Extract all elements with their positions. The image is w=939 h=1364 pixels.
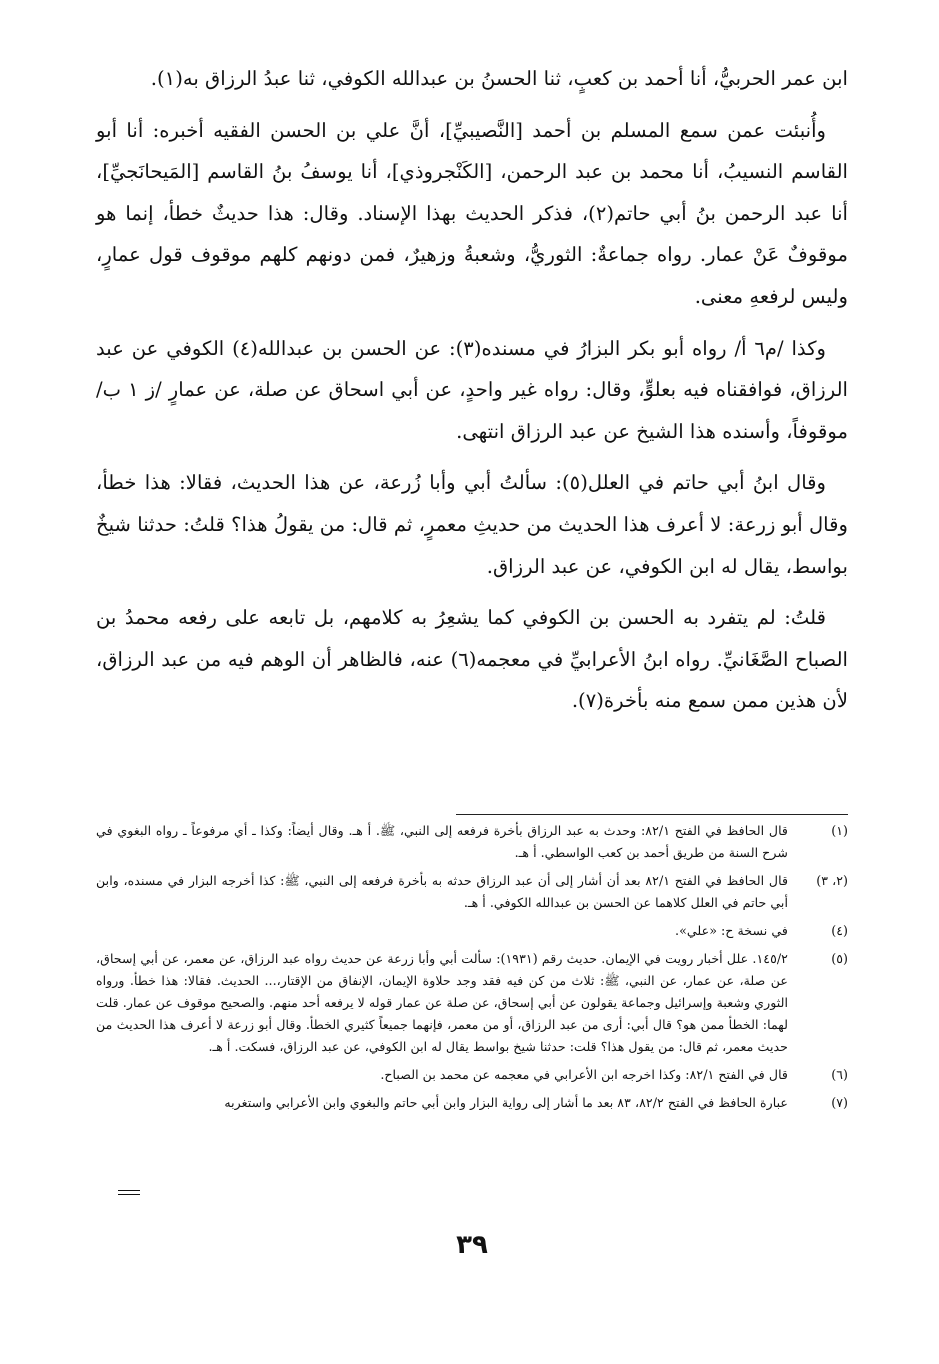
footnote-number: (٧) (831, 1095, 848, 1110)
footnote-number: (١) (831, 823, 848, 838)
book-page (96, 58, 848, 1328)
footnote-number: (٦) (831, 1067, 848, 1082)
paragraph: ابن عمر الحربيُّ، أنا أحمد بن كعبٍ، ثنا الحسنُ بن عبدالله الكوفي، ثنا عبدُ الرزاق به(١). (150, 67, 848, 90)
footnote-text: عبارة الحافظ في الفتح ٨٢/٢، ٨٣ بعد ما أشار إلى رواية البزار وابن أبي حاتم والبغوي وابن الأعرابي واستغربه (224, 1095, 788, 1110)
paragraph: وأُنبئت عمن سمع المسلم بن أحمد [النَّصيبيِّ]، أنَّ علي بن الحسن الفقيه أخبره: أنا أبو القاسم النسيبُ، أنا محمد بن عبد الرحمن، [الكَنْجروذي]، أنا يوسفُ بنُ القاسم [المَيحانَجيِّ]، أنا عبد الرحمن بنُ أبي حاتم(٢)، فذكر الحديث بهذا الإسناد. وقال: هذا حديثٌ خطأ، إنما هو موقوفٌ عَنْ عمار. رواه جماعةٌ: الثوريُّ، وشعبةُ وزهيرٌ، فمن دونهم كلهم موقوف قول عمارٍ، وليس لرفعهِ معنى. (96, 118, 848, 308)
footnote-text: قال الحافظ في الفتح ٨٢/١: وحدث به عبد الرزاق بأخرة فرفعه إلى النبي، ﷺ. أ هـ. وقال أيضاً: وكذا ـ أي مرفوعاً ـ رواه البغوي في شرح السنة من طريق أحمد بن كعب الواسطي. أ هـ. (96, 823, 788, 860)
footnote (96, 1064, 848, 1086)
footnote-text: في نسخة ح: «علي». (675, 923, 788, 938)
footnote (96, 948, 848, 1058)
footnote (96, 920, 848, 942)
paragraph: وقال ابنُ أبي حاتم في العلل(٥): سألتُ أبي وأبا زُرعة، عن هذا الحديث، فقالا: هذا خطأ، وقال أبو زرعة: لا أعرف هذا الحديث من حديثِ معمرٍ، ثم قال: من يقولُ هذا؟ قلتُ: حدثنا شيخٌ بواسط، يقال له ابن الكوفي، عن عبد الرزاق. (96, 471, 848, 578)
footnote-text: قال الحافظ في الفتح ٨٢/١ بعد أن أشار إلى أن عبد الرزاق حدثه به بأخرة فرفعه إلى النبي، ﷺ: كذا أخرجه البزار في مسنده، وابن أبي حاتم في العلل كلاهما عن الحسن بن عبدالله الكوفي. أ هـ. (96, 873, 789, 910)
footnote-text: ١٤٥/٢. علل أخبار رويت في الإيمان. حديث رقم (١٩٣١): سألت أبي وأبا زرعة عن حديث رواه عبد الرزاق، عن معمر، عن أبي إسحاق، عن صلة، عن عمار، عن النبي، ﷺ: ثلاث من كن فيه فقد وجد حلاوة الإيمان، الإنفاق من الإقتار،... الحديث. فقالا: هذا خطأ. ورواه الثوري وشعبة وإسرائيل وجماعة يقولون عن أبي إسحاق، عن صلة عن عمار قوله لا يرفعه أحد منهم. والصحيح موقوف عن عمار. قلت لهما: الخطأ ممن هو؟ قال أبي: أرى من عبد الرزاق، أو من معمر، فإنهما جميعاً كثيري الخطأ. وقال أبو زرعة لا أعرف هذا الحديث من حديث معمر، ثم قال: من يقول هذا؟ قلت: حدثنا شيخ بواسط يقال له ابن الكوفي، عن عبد الرزاق، فسكت. أ هـ. (96, 951, 788, 1054)
footnote-number: (٥) (831, 951, 848, 966)
paragraph: وكذا /م٦ أ/ رواه أبو بكر البزارُ في مسنده(٣): عن الحسن بن عبدالله(٤) الكوفي عن عبد الرزاق، فوافقناه فيه بعلوٍّ، وقال: رواه غير واحدٍ، عن أبي اسحاق عن صلة، عن عمارٍ /ز ١ ب/ موقوفاً، وأسنده هذا الشيخ عن عبد الرزاق انتهى. (96, 336, 848, 443)
footnote (96, 870, 848, 914)
footnote-number: (٤) (831, 923, 848, 938)
footnotes (96, 820, 848, 1120)
footnote-number: (٢، ٣) (816, 873, 848, 888)
footnote-separator (456, 814, 848, 815)
paragraph: قلتُ: لم يتفرد به الحسن بن الكوفي كما يشعِرُ به كلامهم، بل تابعه على رفعه محمدُ بن الصباح الصَّغَانيِّ. رواه ابنُ الأعرابيِّ في معجمه(٦) عنه، فالظاهر أن الوهم فيه من عبد الرزاق، لأن هذين ممن سمع منه بأخرة(٧). (96, 606, 848, 713)
footnote (96, 1092, 848, 1114)
main-text (96, 58, 848, 732)
page-number: ٣٩ (456, 1230, 488, 1260)
footnote-text: قال في الفتح ٨٢/١: وكذا اخرجه ابن الأعرابي في معجمه عن محمد بن الصباح. (380, 1067, 788, 1082)
continuation-mark (118, 1190, 140, 1198)
footnote (96, 820, 848, 864)
